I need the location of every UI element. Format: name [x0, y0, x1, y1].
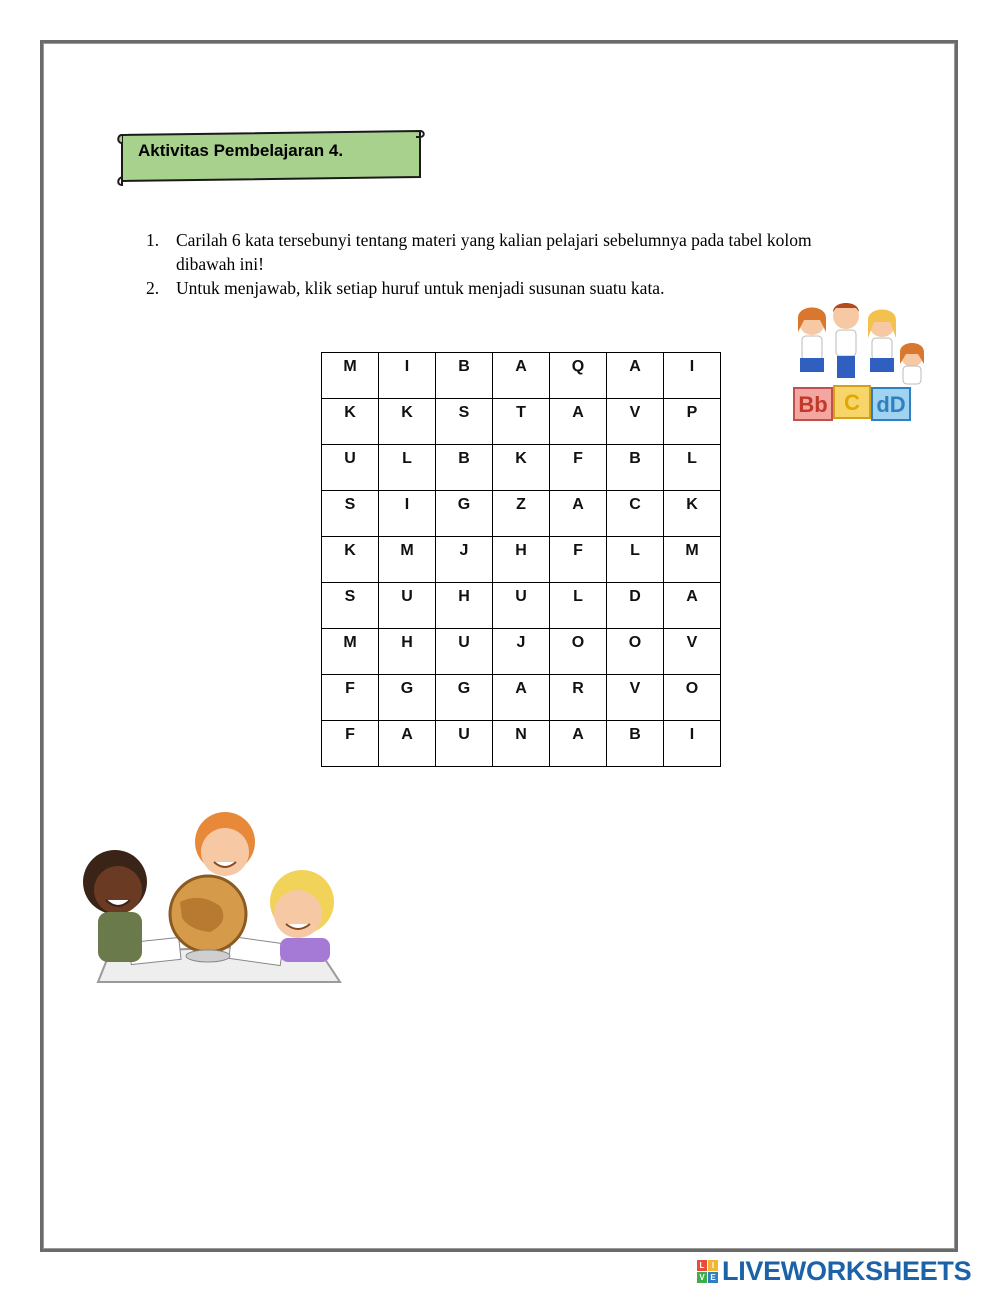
grid-letter-cell[interactable]	[379, 721, 436, 767]
grid-letter: U	[458, 726, 470, 743]
grid-letter-cell[interactable]	[322, 353, 379, 399]
grid-letter: F	[345, 680, 355, 697]
grid-letter: R	[572, 680, 584, 697]
activity-banner	[116, 129, 426, 187]
grid-letter-cell[interactable]	[493, 721, 550, 767]
grid-letter-cell[interactable]	[550, 583, 607, 629]
grid-letter: C	[629, 496, 641, 513]
children-with-abc-blocks-illustration	[790, 298, 930, 429]
grid-letter-cell[interactable]	[664, 399, 721, 445]
grid-letter: L	[402, 450, 412, 467]
logo-square: L	[697, 1260, 707, 1271]
grid-letter: V	[629, 404, 641, 421]
grid-letter-cell[interactable]	[322, 445, 379, 491]
liveworksheets-logo	[697, 1256, 971, 1287]
grid-letter-cell[interactable]	[379, 353, 436, 399]
grid-letter-cell[interactable]	[493, 353, 550, 399]
grid-letter: L	[687, 450, 697, 467]
grid-letter-cell[interactable]	[379, 583, 436, 629]
instruction-item	[146, 228, 846, 276]
grid-row	[322, 445, 721, 491]
grid-letter: J	[516, 634, 526, 651]
grid-letter-cell[interactable]	[607, 629, 664, 675]
grid-letter-cell[interactable]	[379, 445, 436, 491]
grid-letter-cell[interactable]	[436, 537, 493, 583]
grid-letter-cell[interactable]	[664, 537, 721, 583]
grid-letter-cell[interactable]	[493, 675, 550, 721]
grid-letter-cell[interactable]	[550, 491, 607, 537]
grid-letter-cell[interactable]	[436, 445, 493, 491]
grid-letter: F	[345, 726, 355, 743]
grid-letter: B	[458, 450, 470, 467]
grid-letter-cell[interactable]	[436, 675, 493, 721]
grid-letter-cell[interactable]	[436, 721, 493, 767]
grid-letter-cell[interactable]	[664, 491, 721, 537]
grid-letter: K	[686, 496, 698, 513]
grid-letter: I	[689, 726, 695, 743]
grid-letter: B	[458, 358, 470, 375]
grid-letter: J	[459, 542, 469, 559]
grid-letter: G	[400, 680, 414, 697]
grid-letter: M	[400, 542, 414, 559]
grid-letter-cell[interactable]	[550, 675, 607, 721]
grid-letter-cell[interactable]	[493, 629, 550, 675]
grid-letter-cell[interactable]	[550, 445, 607, 491]
grid-letter-cell[interactable]	[493, 583, 550, 629]
grid-letter: U	[401, 588, 413, 605]
grid-letter: K	[401, 404, 413, 421]
grid-letter-cell[interactable]	[550, 721, 607, 767]
grid-letter-cell[interactable]	[664, 721, 721, 767]
grid-letter: M	[343, 358, 357, 375]
grid-letter-cell[interactable]	[607, 353, 664, 399]
grid-letter-cell[interactable]	[493, 491, 550, 537]
grid-letter-cell[interactable]	[379, 399, 436, 445]
grid-letter: A	[686, 588, 698, 605]
grid-letter-cell[interactable]	[664, 353, 721, 399]
grid-letter-cell[interactable]	[436, 583, 493, 629]
grid-letter: M	[343, 634, 357, 651]
grid-letter: I	[689, 358, 695, 375]
instructions-list	[146, 228, 846, 300]
grid-letter: D	[629, 588, 641, 605]
grid-letter-cell[interactable]	[550, 537, 607, 583]
grid-letter-cell[interactable]	[322, 537, 379, 583]
grid-letter-cell[interactable]	[436, 491, 493, 537]
grid-row	[322, 399, 721, 445]
grid-letter: L	[573, 588, 583, 605]
grid-row	[322, 537, 721, 583]
grid-letter: A	[515, 358, 527, 375]
grid-letter-cell[interactable]	[436, 353, 493, 399]
grid-letter: F	[573, 542, 583, 559]
grid-letter-cell[interactable]	[493, 399, 550, 445]
grid-letter: F	[573, 450, 583, 467]
grid-row	[322, 583, 721, 629]
word-search-grid	[321, 352, 721, 767]
grid-letter: V	[686, 634, 698, 651]
svg-text:dD: dD	[876, 392, 906, 417]
grid-letter-cell[interactable]	[436, 399, 493, 445]
grid-letter: K	[344, 542, 356, 559]
grid-letter-cell[interactable]	[550, 629, 607, 675]
grid-letter-cell[interactable]	[664, 675, 721, 721]
grid-letter: G	[457, 496, 471, 513]
grid-letter-cell[interactable]	[379, 537, 436, 583]
activity-title: Aktivitas Pembelajaran 4.	[138, 141, 344, 160]
logo-text: LIVEWORKSHEETS	[722, 1256, 972, 1286]
grid-letter-cell[interactable]	[664, 445, 721, 491]
grid-letter: O	[571, 634, 585, 651]
grid-letter: A	[629, 358, 641, 375]
grid-letter: A	[401, 726, 413, 743]
logo-square: E	[708, 1272, 718, 1283]
grid-letter: G	[457, 680, 471, 697]
grid-row	[322, 491, 721, 537]
grid-letter: S	[344, 496, 356, 513]
grid-row	[322, 353, 721, 399]
grid-letter: U	[344, 450, 356, 467]
grid-letter: A	[572, 496, 584, 513]
grid-letter-cell[interactable]	[607, 537, 664, 583]
grid-letter-cell[interactable]	[493, 445, 550, 491]
grid-letter: H	[401, 634, 413, 651]
grid-letter-cell[interactable]	[607, 721, 664, 767]
grid-letter-cell[interactable]	[550, 353, 607, 399]
grid-letter: L	[630, 542, 640, 559]
grid-letter: M	[685, 542, 699, 559]
grid-letter-cell[interactable]	[607, 445, 664, 491]
grid-letter-cell[interactable]	[550, 399, 607, 445]
grid-letter-cell[interactable]	[436, 629, 493, 675]
logo-square: V	[697, 1272, 707, 1283]
grid-letter-cell[interactable]	[322, 491, 379, 537]
grid-letter: O	[628, 634, 642, 651]
grid-letter: T	[516, 404, 526, 421]
grid-letter: B	[629, 450, 641, 467]
grid-letter: I	[404, 358, 410, 375]
children-with-globe-illustration	[70, 802, 345, 992]
grid-letter-cell[interactable]	[607, 491, 664, 537]
grid-letter: U	[515, 588, 527, 605]
grid-row	[322, 675, 721, 721]
grid-letter-cell[interactable]	[493, 537, 550, 583]
grid-letter: P	[686, 404, 698, 421]
grid-letter: A	[572, 726, 584, 743]
logo-square: I	[708, 1260, 718, 1271]
svg-text:Bb: Bb	[798, 392, 828, 417]
grid-letter: O	[685, 680, 699, 697]
grid-letter: H	[515, 542, 527, 559]
grid-letter: U	[458, 634, 470, 651]
grid-row	[322, 629, 721, 675]
grid-letter: A	[572, 404, 584, 421]
grid-letter-cell[interactable]	[379, 491, 436, 537]
grid-letter: Q	[571, 358, 585, 375]
grid-letter-cell[interactable]	[607, 583, 664, 629]
grid-letter: V	[629, 680, 641, 697]
grid-letter-cell[interactable]	[322, 583, 379, 629]
grid-letter-cell[interactable]	[322, 629, 379, 675]
grid-letter: S	[458, 404, 470, 421]
grid-letter: S	[344, 588, 356, 605]
grid-letter: A	[515, 680, 527, 697]
grid-letter: K	[344, 404, 356, 421]
grid-letter: N	[515, 726, 527, 743]
grid-letter-cell[interactable]	[322, 721, 379, 767]
grid-letter-cell[interactable]	[379, 675, 436, 721]
instruction-number: 2.	[146, 278, 160, 298]
grid-letter-cell[interactable]	[322, 399, 379, 445]
grid-letter-cell[interactable]	[664, 583, 721, 629]
instruction-text: Untuk menjawab, klik setiap huruf untuk menjadi susunan suatu kata.	[176, 278, 665, 298]
instruction-item	[146, 276, 846, 300]
grid-letter-cell[interactable]	[322, 675, 379, 721]
instruction-number: 1.	[146, 230, 160, 250]
grid-letter: Z	[516, 496, 526, 513]
svg-text:C: C	[844, 390, 860, 415]
grid-letter: B	[629, 726, 641, 743]
grid-letter-cell[interactable]	[664, 629, 721, 675]
grid-row	[322, 721, 721, 767]
grid-letter: H	[458, 588, 470, 605]
grid-letter-cell[interactable]	[607, 675, 664, 721]
grid-letter: K	[515, 450, 527, 467]
grid-letter-cell[interactable]	[379, 629, 436, 675]
instruction-text: Carilah 6 kata tersebunyi tentang materi yang kalian pelajari sebelumnya pada tabel kolom dibawah ini!	[176, 230, 812, 274]
logo-mark-icon	[697, 1260, 718, 1283]
grid-letter: I	[404, 496, 410, 513]
grid-letter-cell[interactable]	[607, 399, 664, 445]
